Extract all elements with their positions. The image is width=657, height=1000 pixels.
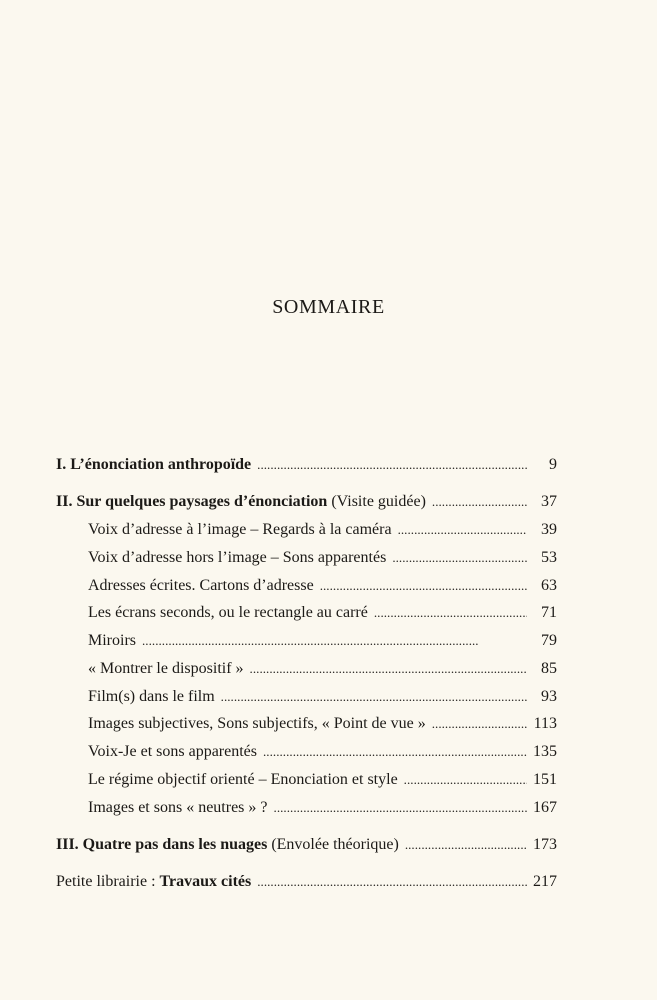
toc-subentry — [88, 577, 557, 599]
toc-page-number: 53 — [541, 549, 557, 566]
toc-page-number: 151 — [533, 771, 557, 788]
leader-dots — [257, 874, 527, 890]
toc-page-number: 217 — [533, 873, 557, 890]
page-title: SOMMAIRE — [272, 296, 385, 318]
toc-subentry — [88, 604, 557, 626]
toc-entry-label: Voix d’adresse hors l’image – Sons apparentés — [88, 549, 387, 566]
toc-entry-label: Petite librairie : Travaux cités — [56, 873, 252, 890]
toc-entry-label: Les écrans seconds, ou le rectangle au carré — [88, 604, 368, 621]
toc-entry-bibliography — [56, 873, 557, 895]
toc-entry-part-2 — [56, 493, 557, 515]
leader-dots — [274, 800, 527, 816]
toc-subentry — [88, 521, 557, 543]
toc-entry-label: Adresses écrites. Cartons d’adresse — [88, 577, 314, 594]
toc-entry-label: Images et sons « neutres » ? — [88, 799, 268, 816]
toc-entry-label: II. Sur quelques paysages d’énonciation (Visite guidée) — [56, 493, 426, 510]
leader-dots — [405, 837, 527, 853]
leader-dots — [392, 550, 527, 566]
leader-dots — [374, 605, 527, 621]
toc-page-number: 79 — [541, 632, 557, 649]
toc-page-number: 71 — [541, 604, 557, 621]
toc-subentry — [88, 771, 557, 793]
toc-subentry — [88, 660, 557, 682]
toc-subentry — [88, 743, 557, 765]
leader-dots — [221, 689, 527, 705]
toc-entry-label: Voix d’adresse à l’image – Regards à la caméra — [88, 521, 392, 538]
toc-subentry — [88, 632, 557, 654]
toc-entry-label: Images subjectives, Sons subjectifs, « Point de vue » — [88, 715, 426, 732]
toc-page-number: 93 — [541, 688, 557, 705]
toc-subentry — [88, 715, 557, 737]
toc-page-number: 167 — [533, 799, 557, 816]
toc-subentry — [88, 799, 557, 821]
leader-dots — [142, 633, 527, 649]
leader-dots — [432, 716, 527, 732]
toc-page-number: 39 — [541, 521, 557, 538]
toc-entry-label: Film(s) dans le film — [88, 688, 215, 705]
leader-dots — [257, 457, 527, 473]
toc-entry-label: « Montrer le dispositif » — [88, 660, 244, 677]
toc-entry-label: Voix-Je et sons apparentés — [88, 743, 257, 760]
toc-page-number: 9 — [549, 456, 557, 473]
leader-dots — [398, 522, 527, 538]
leader-dots — [404, 772, 527, 788]
toc-subentry — [88, 688, 557, 710]
toc-subentry — [88, 549, 557, 571]
leader-dots — [263, 744, 527, 760]
leader-dots — [320, 578, 527, 594]
toc-page-number: 135 — [533, 743, 557, 760]
toc-entry-label: Le régime objectif orienté – Enonciation et style — [88, 771, 398, 788]
leader-dots — [432, 494, 527, 510]
toc-page-number: 173 — [533, 836, 557, 853]
leader-dots — [250, 661, 527, 677]
toc-entry-part-3 — [56, 836, 557, 858]
toc-page-number: 63 — [541, 577, 557, 594]
toc-page-number: 113 — [533, 715, 557, 732]
toc-entry-label: Miroirs — [88, 632, 136, 649]
toc-entry-label: I. L’énonciation anthropoïde — [56, 456, 252, 473]
toc-page-number: 85 — [541, 660, 557, 677]
toc-page-number: 37 — [541, 493, 557, 510]
toc-entry-label: III. Quatre pas dans les nuages (Envolée théorique) — [56, 836, 399, 853]
toc-entry-part-1 — [56, 456, 557, 478]
